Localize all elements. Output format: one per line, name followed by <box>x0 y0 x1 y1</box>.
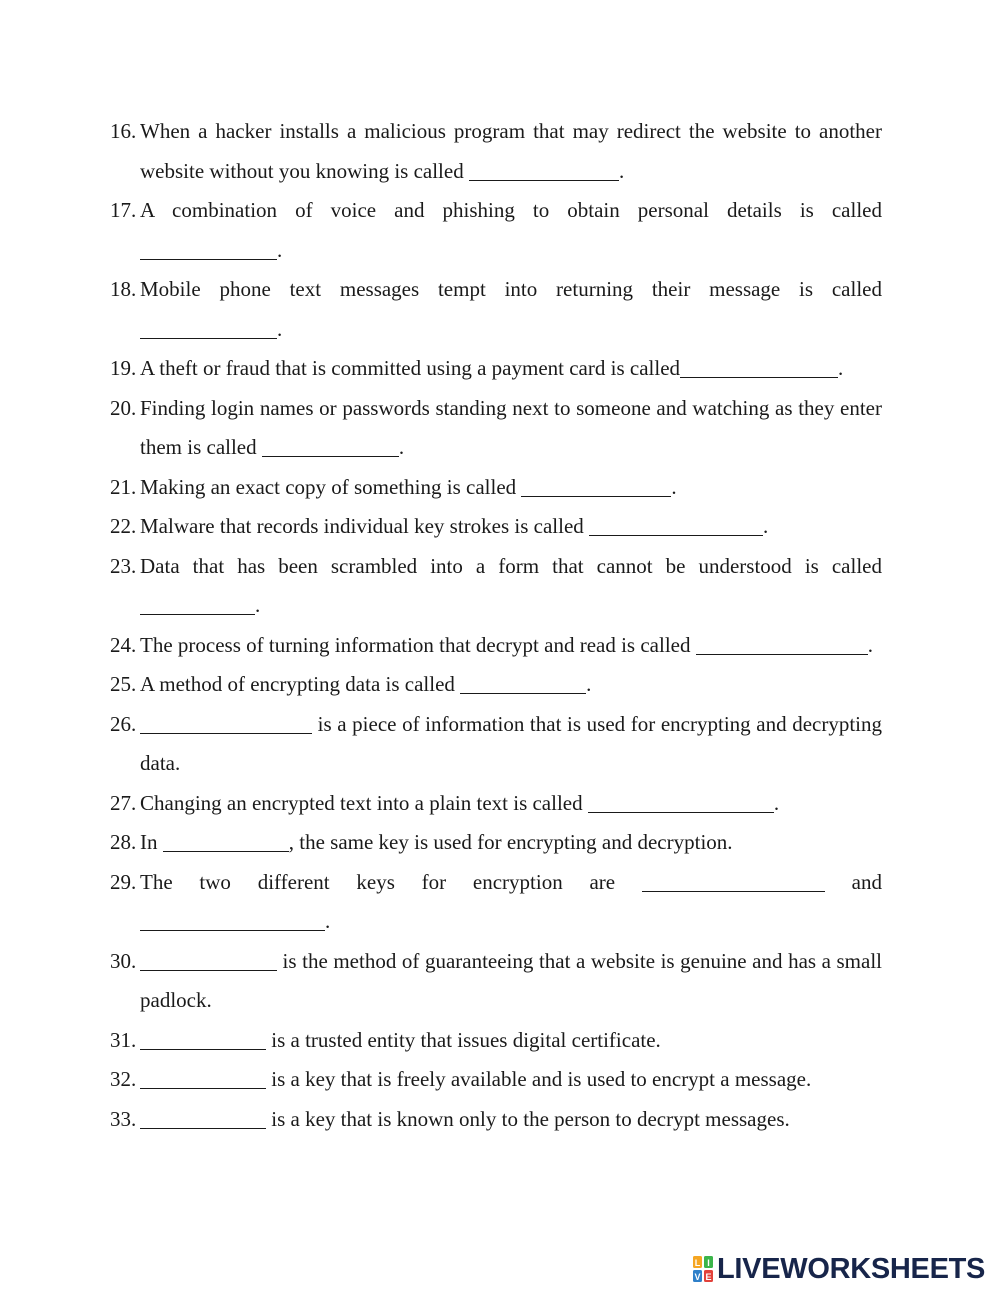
question-text: The two different keys for encryption are <box>140 869 642 894</box>
question-number: 18. <box>110 277 137 301</box>
question-text: is a trusted entity that issues digital certificate. <box>266 1027 661 1052</box>
question-number: 32. <box>110 1067 137 1091</box>
question-text: Finding login names or passwords standing next to someone and watching as they enter them is called <box>140 395 882 459</box>
question-text: , the same key is used for encrypting and decryption. <box>288 830 733 854</box>
question-text: is a key that is freely available and is used to encrypt a message. <box>266 1067 812 1091</box>
svg-text:I: I <box>707 1258 710 1268</box>
question-21 <box>110 468 882 508</box>
question-text: is a piece of information that is used for encrypting and decrypting data. <box>140 711 882 775</box>
question-text: . <box>398 435 405 459</box>
question-number: 26. <box>110 711 137 736</box>
answer-blank[interactable] <box>140 318 277 339</box>
question-25 <box>110 665 882 705</box>
question-number: 31. <box>110 1027 137 1052</box>
question-number: 16. <box>110 119 137 143</box>
question-number: 25. <box>110 672 137 696</box>
liveworksheets-logo-icon <box>692 1255 714 1283</box>
answer-blank[interactable] <box>140 910 325 931</box>
question-text: Changing an encrypted text into a plain text is called <box>140 790 588 815</box>
answer-blank[interactable] <box>140 713 312 734</box>
question-number: 33. <box>110 1106 137 1131</box>
question-text: . <box>671 474 677 499</box>
question-20 <box>110 389 882 468</box>
question-27 <box>110 784 882 824</box>
answer-blank[interactable] <box>588 792 774 813</box>
question-text: and <box>824 869 883 894</box>
question-text: Data that has been scrambled into a form that cannot be understood is called <box>140 553 882 578</box>
question-28 <box>110 823 882 863</box>
question-text: . <box>255 593 261 617</box>
liveworksheets-brand <box>692 1252 985 1286</box>
question-text: . <box>773 790 780 815</box>
question-number: 24. <box>110 632 137 657</box>
question-30 <box>110 942 882 1021</box>
question-text: . <box>277 316 283 341</box>
question-text: A theft or fraud that is committed using a payment card is called <box>140 356 681 380</box>
svg-text:L: L <box>694 1258 701 1268</box>
question-16 <box>110 112 882 191</box>
question-number: 21. <box>110 474 137 499</box>
answer-blank[interactable] <box>262 436 399 457</box>
question-text: . <box>763 514 769 538</box>
question-18 <box>110 270 882 349</box>
question-text: Making an exact copy of something is called <box>140 474 522 499</box>
svg-text:V: V <box>694 1272 701 1282</box>
question-number: 30. <box>110 948 137 973</box>
answer-blank[interactable] <box>140 1068 266 1089</box>
brand-wordmark: LIVEWORKSHEETS <box>717 1253 986 1285</box>
question-23 <box>110 547 882 626</box>
question-31 <box>110 1021 882 1061</box>
question-text: . <box>325 909 331 933</box>
question-22 <box>110 507 882 547</box>
question-text: . <box>586 672 592 696</box>
answer-blank[interactable] <box>460 673 586 694</box>
question-17 <box>110 191 882 270</box>
question-text: Malware that records individual key strokes is called <box>140 514 590 538</box>
answer-blank[interactable] <box>589 515 763 536</box>
question-number: 22. <box>110 514 137 538</box>
question-text: . <box>867 632 873 657</box>
question-text: Mobile phone text messages tempt into returning their message is called <box>140 277 882 301</box>
question-number: 20. <box>110 395 137 420</box>
question-number: 17. <box>110 198 137 222</box>
answer-blank[interactable] <box>140 594 255 615</box>
question-text: The process of turning information that decrypt and read is called <box>140 632 696 657</box>
question-number: 19. <box>110 356 137 380</box>
question-29 <box>110 863 882 942</box>
question-text: is the method of guaranteeing that a website is genuine and has a small padlock. <box>140 948 882 1012</box>
answer-blank[interactable] <box>140 1108 266 1129</box>
answer-blank[interactable] <box>696 634 868 655</box>
worksheet-questions <box>110 112 882 1139</box>
question-text: A combination of voice and phishing to obtain personal details is called <box>140 198 882 222</box>
question-26 <box>110 705 882 784</box>
question-24 <box>110 626 882 666</box>
answer-blank[interactable] <box>140 1029 266 1050</box>
question-number: 29. <box>110 869 137 894</box>
answer-blank[interactable] <box>642 871 825 892</box>
answer-blank[interactable] <box>140 950 277 971</box>
question-text: . <box>838 356 844 380</box>
answer-blank[interactable] <box>140 239 277 260</box>
question-number: 27. <box>110 790 137 815</box>
question-number: 23. <box>110 553 137 578</box>
answer-blank[interactable] <box>680 357 838 378</box>
question-text: is a key that is known only to the person to decrypt messages. <box>266 1106 790 1131</box>
question-text: When a hacker installs a malicious program that may redirect the website to another website without you knowing is called <box>140 119 882 183</box>
answer-blank[interactable] <box>469 160 619 181</box>
answer-blank[interactable] <box>521 476 671 497</box>
question-text: . <box>277 237 283 262</box>
question-text: In <box>140 830 163 854</box>
question-text: . <box>618 158 625 183</box>
question-33 <box>110 1100 882 1140</box>
question-19 <box>110 349 882 389</box>
question-number: 28. <box>110 830 137 854</box>
question-text: A method of encrypting data is called <box>140 672 461 696</box>
answer-blank[interactable] <box>163 831 289 852</box>
svg-text:E: E <box>705 1272 712 1282</box>
question-32 <box>110 1060 882 1100</box>
